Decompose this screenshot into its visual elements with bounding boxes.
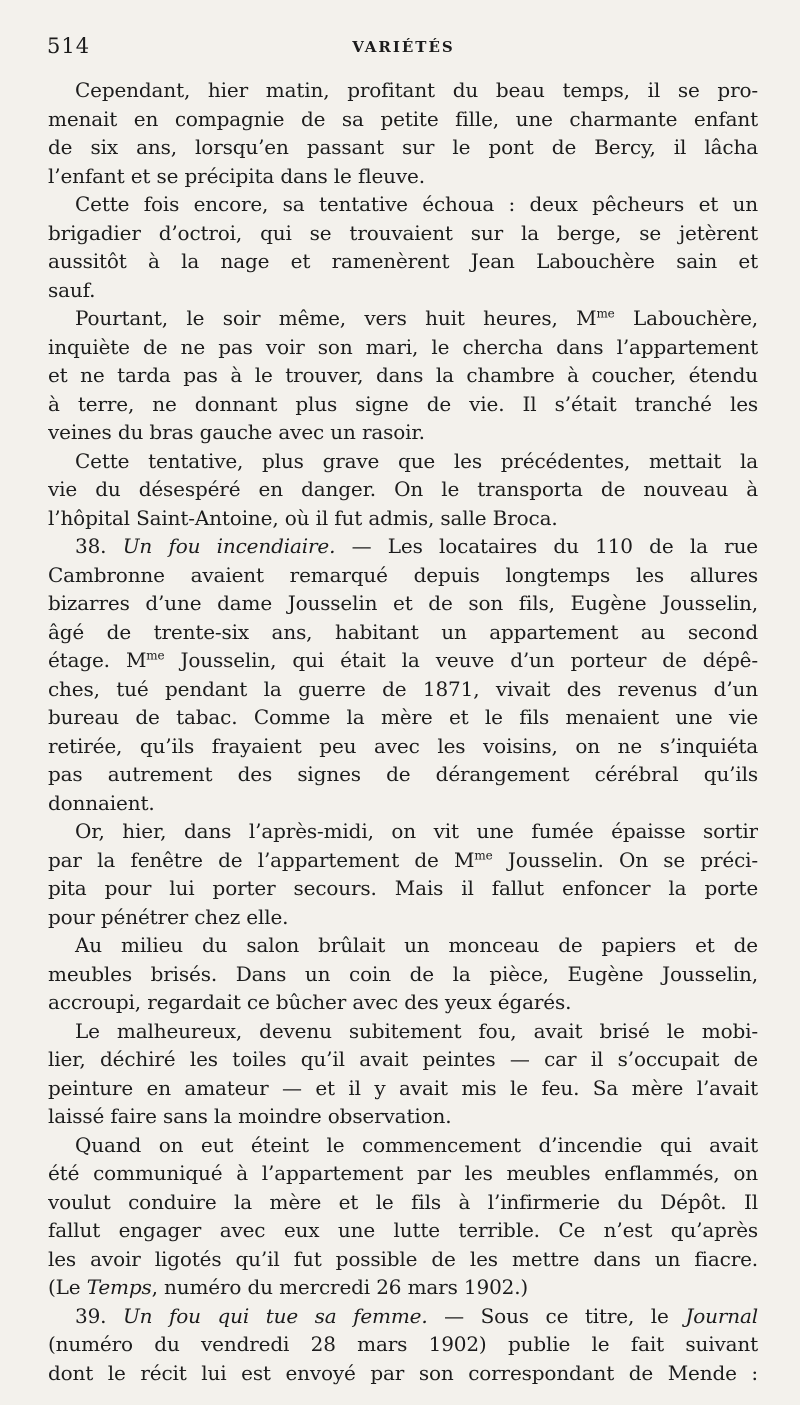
text-line xyxy=(48,219,758,248)
text-line xyxy=(48,190,758,219)
text-span: Un fou incendiaire. xyxy=(122,534,336,558)
text-line xyxy=(48,561,758,590)
text-line xyxy=(48,960,758,989)
text-span: l’hôpital Saint-Antoine, où il fut admis, salle Broca. xyxy=(48,505,558,530)
text-span: inquiète de ne pas voir son mari, le chercha dans l’appartement xyxy=(48,334,758,359)
text-line xyxy=(48,646,758,675)
text-line xyxy=(48,1074,758,1103)
text-span: veines du bras gauche avec un rasoir. xyxy=(48,420,425,444)
text-span: fallut engager avec eux une lutte terrible. Ce n’est qu’après xyxy=(48,1218,758,1242)
text-line xyxy=(48,846,758,875)
text-line xyxy=(48,304,758,333)
text-line xyxy=(48,732,758,761)
text-span: l’enfant et se précipita dans le fleuve. xyxy=(48,163,425,188)
body-text xyxy=(48,76,758,1387)
text-line xyxy=(48,1359,758,1388)
text-span: âgé de trente-six ans, habitant un appartement au second xyxy=(48,619,758,644)
text-span: donnaient. xyxy=(48,790,155,815)
text-span: me xyxy=(596,306,615,321)
text-span: brigadier d’octroi, qui se trouvaient sur la berge, se jetèrent xyxy=(48,220,758,245)
text-span: accroupi, regardait ce bûcher avec des yeux égarés. xyxy=(48,990,572,1014)
text-span: étage. M xyxy=(48,648,147,672)
text-span: aussitôt à la nage et ramenèrent Jean Labouchère sain et xyxy=(48,249,758,273)
text-line xyxy=(48,333,758,362)
page-number: 514 xyxy=(47,34,91,58)
text-line xyxy=(48,504,758,533)
text-line xyxy=(48,447,758,476)
text-span: de six ans, lorsqu’en passant sur le pont de Bercy, il lâcha xyxy=(48,135,758,159)
text-span: bureau de tabac. Comme la mère et le fils menaient une vie xyxy=(48,705,758,729)
text-span: et ne tarda pas à le trouver, dans la chambre à coucher, étendu xyxy=(48,363,758,387)
text-line xyxy=(48,874,758,903)
running-title: VARIÉTÉS xyxy=(352,38,455,56)
text-span: me xyxy=(146,648,165,663)
text-line xyxy=(48,133,758,162)
text-span: Un fou qui tue sa femme. xyxy=(122,1303,428,1328)
text-line xyxy=(48,532,758,561)
text-line xyxy=(48,162,758,191)
text-span: pour pénétrer chez elle. xyxy=(48,904,289,929)
text-span: les avoir ligotés qu’il fut possible de les mettre dans un fiacre. xyxy=(48,1246,758,1271)
text-span: Journal xyxy=(685,1303,758,1328)
text-line xyxy=(48,390,758,419)
text-span: laissé faire sans la moindre observation. xyxy=(48,1104,452,1128)
text-line xyxy=(48,760,758,789)
text-span: (numéro du vendredi 28 mars 1902) publie le fait suivant xyxy=(48,1332,758,1356)
text-line xyxy=(48,1045,758,1074)
text-span: Cette tentative, plus grave que les précédentes, mettait la xyxy=(75,448,758,473)
text-line xyxy=(48,903,758,932)
text-line xyxy=(48,475,758,504)
text-line xyxy=(48,618,758,647)
text-span: Or, hier, dans l’après-midi, on vit une fumée épaisse sortir xyxy=(75,819,758,843)
text-span: Cependant, hier matin, profitant du beau temps, il se pro- xyxy=(75,78,758,102)
text-line xyxy=(48,1188,758,1217)
text-span: par la fenêtre de l’appartement de M xyxy=(48,847,475,872)
text-line xyxy=(48,1131,758,1160)
text-span: ches, tué pendant la guerre de 1871, vivait des revenus d’un xyxy=(48,676,758,701)
text-span: 38. xyxy=(75,534,123,558)
text-span: , numéro du mercredi 26 mars 1902.) xyxy=(151,1275,529,1299)
text-line xyxy=(48,1273,758,1302)
text-line xyxy=(48,1330,758,1359)
text-span: bizarres d’une dame Jousselin et de son fils, Eugène Jousselin, xyxy=(48,591,758,615)
text-line xyxy=(48,1302,758,1331)
text-span: Cambronne avaient remarqué depuis longtemps les allures xyxy=(48,562,758,587)
text-span: (Le xyxy=(48,1275,87,1299)
text-span: Quand on eut éteint le commencement d’incendie qui avait xyxy=(75,1132,758,1157)
text-span: à terre, ne donnant plus signe de vie. Il s’était tranché les xyxy=(48,391,758,416)
text-span: été communiqué à l’appartement par les meubles enflammés, on xyxy=(48,1161,758,1185)
text-span: 39. xyxy=(75,1303,123,1328)
text-line xyxy=(48,675,758,704)
text-line xyxy=(48,817,758,846)
text-span: retirée, qu’ils frayaient peu avec les voisins, on ne s’inquiéta xyxy=(48,733,758,758)
text-span: meubles brisés. Dans un coin de la pièce, Eugène Jousselin, xyxy=(48,961,758,986)
text-span: Jousselin, qui était la veuve d’un porteur de dépê- xyxy=(164,648,758,672)
text-span: — Sous ce titre, le xyxy=(427,1303,686,1328)
text-line xyxy=(48,1216,758,1245)
text-span: pita pour lui porter secours. Mais il fallut enfoncer la porte xyxy=(48,876,758,900)
text-line xyxy=(48,1102,758,1131)
text-span: vie du désespéré en danger. On le transporta de nouveau à xyxy=(48,477,758,501)
text-span: menait en compagnie de sa petite fille, une charmante enfant xyxy=(48,106,758,131)
text-line xyxy=(48,76,758,105)
text-line xyxy=(48,703,758,732)
text-span: voulut conduire la mère et le fils à l’infirmerie du Dépôt. Il xyxy=(48,1189,758,1214)
text-span: me xyxy=(474,847,493,862)
text-line xyxy=(48,931,758,960)
text-line xyxy=(48,105,758,134)
text-span: Jousselin. On se préci- xyxy=(492,847,758,872)
text-span: Au milieu du salon brûlait un monceau de papiers et de xyxy=(75,933,758,957)
text-span: Le malheureux, devenu subitement fou, avait brisé le mobi- xyxy=(75,1018,758,1043)
text-line xyxy=(48,1159,758,1188)
text-line xyxy=(48,276,758,305)
text-span: peinture en amateur — et il y avait mis le feu. Sa mère l’avait xyxy=(48,1075,758,1100)
text-line xyxy=(48,988,758,1017)
text-line xyxy=(48,247,758,276)
running-head xyxy=(47,34,760,62)
text-span: dont le récit lui est envoyé par son correspondant de Mende : xyxy=(48,1360,758,1385)
text-span: lier, déchiré les toiles qu’il avait peintes — car il s’occupait de xyxy=(48,1047,758,1071)
text-line xyxy=(48,1017,758,1046)
text-span: Cette fois encore, sa tentative échoua : deux pêcheurs et un xyxy=(75,192,758,216)
text-span: pas autrement des signes de dérangement cérébral qu’ils xyxy=(48,762,758,786)
text-line xyxy=(48,589,758,618)
text-span: Pourtant, le soir même, vers huit heures, M xyxy=(75,306,597,330)
text-span: Temps xyxy=(86,1275,152,1299)
text-line xyxy=(48,418,758,447)
text-line xyxy=(48,361,758,390)
text-line xyxy=(48,789,758,818)
text-span: sauf. xyxy=(48,277,96,302)
text-line xyxy=(48,1245,758,1274)
text-span: Labouchère, xyxy=(614,306,758,330)
text-span: — Les locataires du 110 de la rue xyxy=(335,534,758,558)
